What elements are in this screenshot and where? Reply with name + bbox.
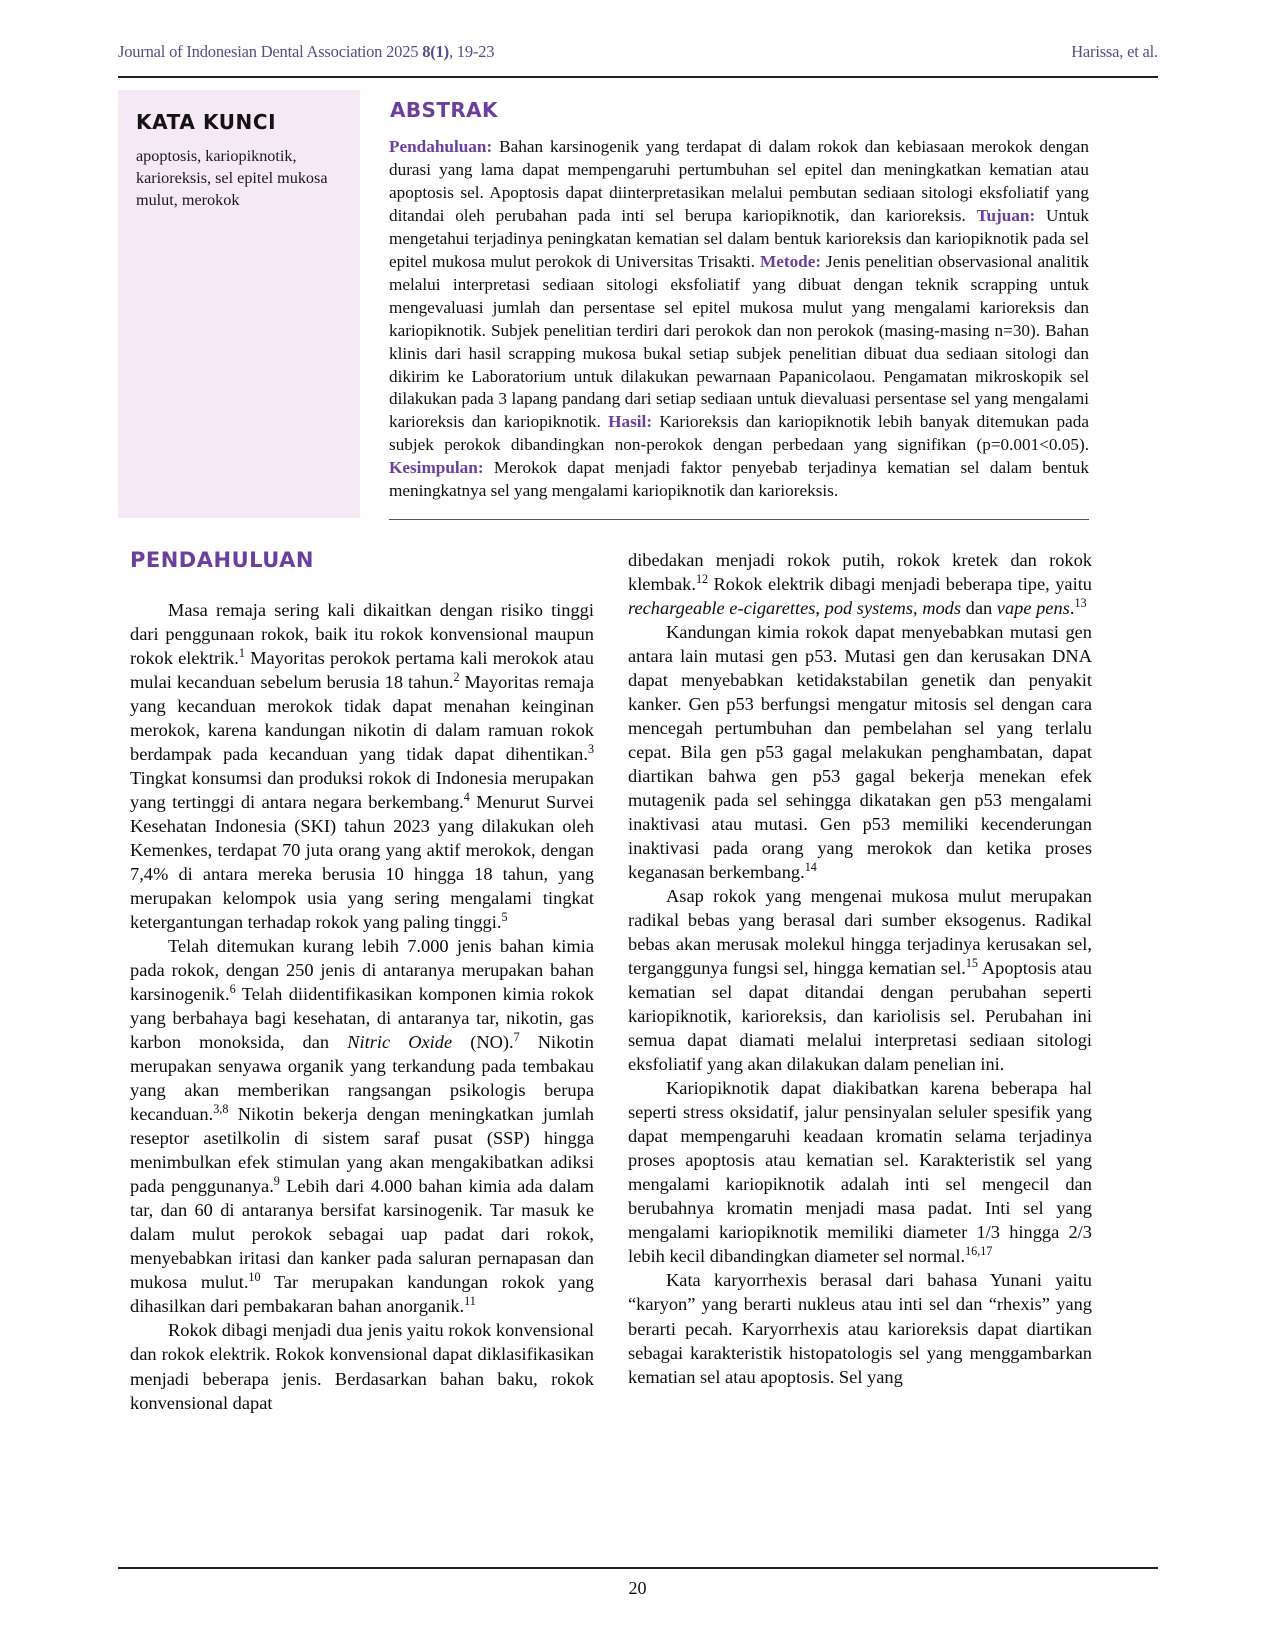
text-run: ,	[913, 598, 923, 619]
footer-divider	[118, 1567, 1158, 1569]
abstract-body	[389, 136, 1089, 503]
page-range: , 19-23	[448, 42, 495, 61]
text-run: ,	[815, 598, 825, 619]
text-run: .	[1069, 598, 1075, 619]
section-title-pendahuluan: PENDAHULUAN	[130, 548, 314, 572]
keywords-box	[118, 90, 360, 518]
text-run: Tar merupakan kandungan rokok yang dihasilkan dari pembakaran bahan anorganik.	[130, 1272, 594, 1317]
page-number: 20	[628, 1578, 647, 1598]
citation-marker: 3,8	[213, 1102, 229, 1117]
abstract-title: ABSTRAK	[390, 98, 498, 122]
abstract-label-hasil: Hasil:	[608, 412, 653, 432]
running-head-authors: Harissa, et al.	[1071, 42, 1158, 61]
citation-marker: 5	[501, 910, 508, 925]
text-run: Mayoritas remaja yang kecanduan merokok tidak dapat menahan keinginan merokok, karena kandungan nikotin di dalam ramuan rokok berdampak pada kecanduan yang tidak dapat dihentikan.	[130, 672, 594, 765]
abstract-text-metode: Jenis penelitian observasional analitik melalui interpretasi sediaan sitologi eksfoliatif yang dibuat dengan teknik scrapping untuk mengevaluasi jumlah dan persentase sel epitel mukosa mulut yang mengalami karioreksis dan kariopiknotik. Subjek penelitian terdiri dari perokok dan non perokok (masing-masing n=30). Bahan klinis dari hasil scrapping mukosa bukal setiap subjek penelitian dibuat dua sediaan sitologi dan dikirim ke Laboratorium untuk dilakukan pewarnaan Papanicolaou. Pengamatan mikroskopik sel dilakukan pada 3 lapang pandang dari setiap sediaan untuk dievaluasi persentase sel yang mengalami karioreksis dan kariopiknotik.	[389, 251, 1089, 432]
journal-title: Journal of Indonesian Dental Association 2025	[118, 42, 423, 61]
citation-marker: 7	[513, 1030, 520, 1045]
citation-marker: 13	[1074, 595, 1087, 610]
abstract-label-kesimpulan: Kesimpulan:	[389, 458, 484, 478]
running-head-left	[118, 42, 494, 62]
paragraph	[628, 1076, 1092, 1268]
citation-marker: 3	[587, 741, 594, 756]
paragraph	[628, 884, 1092, 1076]
paragraph	[130, 1318, 594, 1414]
abstract-label-tujuan: Tujuan:	[976, 205, 1036, 225]
citation-marker: 6	[229, 982, 236, 997]
text-run: Lebih dari 4.000 bahan kimia ada dalam tar, dan 60 di antaranya bersifat karsinogenik. Tar masuk ke dalam mulut perokok sebagai uap padat dari rokok, menyebabkan iritasi dan kanker pada saluran pernapasan dan mukosa mulut.	[130, 1176, 594, 1293]
citation-marker: 12	[695, 571, 709, 586]
text-run: Rokok dibagi menjadi dua jenis yaitu rokok konvensional dan rokok elektrik. Rokok konvensional dapat diklasifikasikan menjadi beberapa jenis. Berdasarkan bahan baku, rokok konvensional dapat	[130, 1320, 594, 1413]
paragraph	[628, 548, 1092, 620]
abstract-text-tujuan: Untuk mengetahui terjadinya peningkatan kematian sel dalam bentuk karioreksis dan kariopiknotik pada sel epitel mukosa mulut perokok di Universitas Trisakti.	[389, 205, 1090, 271]
abstract-text-kesimpulan: Merokok dapat menjadi faktor penyebab terjadinya kematian sel dalam bentuk meningkatnya sel yang mengalami kariopiknotik dan karioreksis.	[389, 458, 1089, 501]
text-run: Masa remaja sering kali dikaitkan dengan risiko tinggi dari penggunaan rokok, baik itu rokok konvensional maupun rokok elektrik.	[130, 600, 594, 669]
body-column-left	[130, 598, 594, 1415]
abstract-divider	[389, 519, 1089, 520]
text-run: Kandungan kimia rokok dapat menyebabkan mutasi gen antara lain mutasi gen p53. Mutasi gen dan kerusakan DNA dapat menyebabkan ketidakstabilan genetik dan penyakit kanker. Gen p53 berfungsi mengatur mitosis sel dengan cara mencegah pertumbuhan dan pembelahan sel yang terlalu cepat. Bila gen p53 gagal melakukan penghambatan, dapat diartikan bahwa gen p53 gagal bekerja menekan efek mutagenik pada sel sehingga dikatakan gen p53 mengalami inaktivasi atau mutasi. Gen p53 memiliki kecenderungan inaktivasi pada orang yang merokok dan ketika proses keganasan berkembang.	[628, 622, 1092, 883]
paragraph	[628, 1268, 1092, 1388]
text-run: Tingkat konsumsi dan produksi rokok di Indonesia merupakan yang tertinggi di antara negara berkembang.	[130, 768, 594, 813]
text-run: Kata karyorrhexis berasal dari bahasa Yunani yaitu “karyon” yang berarti nukleus atau inti sel dan “rhexis” yang berarti pecah. Karyorrhexis atau karioreksis dapat diartikan sebagai karakteristik histopatologis sel yang menggambarkan kematian sel atau apoptosis. Sel yang	[628, 1270, 1092, 1387]
abstract-label-pendahuluan: Pendahuluan:	[389, 137, 493, 156]
text-run: dan	[961, 598, 997, 619]
italic-term: pod systems	[824, 598, 913, 619]
italic-term: Nitric Oxide	[347, 1032, 453, 1053]
body-column-right	[628, 548, 1092, 1389]
citation-marker: 4	[463, 790, 470, 804]
citation-marker: 9	[273, 1174, 280, 1189]
citation-marker: 1	[238, 645, 245, 660]
text-run: Nikotin bekerja dengan meningkatkan jumlah reseptor asetilkolin di sistem saraf pusat (SSP) hingga menimbulkan efek stimulan yang akan mengakibatkan adiksi pada penggunanya.	[130, 1104, 594, 1197]
running-head	[118, 42, 1158, 62]
text-run: Asap rokok yang mengenai mukosa mulut merupakan radikal bebas yang berasal dari sumber eksogenus. Radikal bebas akan merusak molekul hingga terjadinya kerusakan sel, terganggunya fungsi sel, hingga kematian sel.	[628, 886, 1092, 979]
citation-marker: 2	[453, 669, 460, 684]
text-run: (NO).	[452, 1032, 514, 1053]
citation-marker: 10	[248, 1270, 261, 1285]
paragraph	[130, 598, 594, 934]
volume-issue: 8(1)	[422, 42, 449, 61]
text-run: Nikotin merupakan senyawa organik yang terkandung pada tembakau yang akan memberikan rangsangan psikologis berupa kecanduan.	[130, 1032, 594, 1125]
text-run: Mayoritas perokok pertama kali merokok atau mulai kecanduan sebelum berusia 18 tahun.	[130, 648, 594, 693]
citation-marker: 11	[464, 1294, 476, 1309]
keywords-title: KATA KUNCI	[136, 110, 277, 134]
citation-marker: 16,17	[965, 1244, 993, 1259]
italic-term: rechargeable e-cigarettes	[628, 598, 816, 619]
paragraph	[628, 620, 1092, 884]
text-run: Rokok elektrik dibagi menjadi beberapa tipe, yaitu	[708, 574, 1092, 595]
text-run: Apoptosis atau kematian sel dapat ditandai dengan perubahan seperti kariopiknotik, karioreksis, dan kariolisis sel. Perubahan ini semua dapat diamati melalui interpretasi sediaan sitologi eksfoliatif yang akan dilakukan dalam penelian ini.	[628, 958, 1092, 1075]
abstract-label-metode: Metode:	[760, 251, 822, 271]
text-run: Menurut Survei Kesehatan Indonesia (SKI) tahun 2023 yang dilakukan oleh Kemenkes, terdapat 70 juta orang yang aktif merokok, dengan 7,4% di antara mereka berusia 10 hingga 18 tahun, yang merupakan kelompok usia yang sering mengalami tingkat ketergantungan terhadap rokok yang paling tinggi.	[130, 792, 595, 933]
text-run: dibedakan menjadi rokok putih, rokok kretek dan rokok klembak.	[628, 550, 1092, 595]
text-run: Kariopiknotik dapat diakibatkan karena beberapa hal seperti stress oksidatif, jalur pensinyalan seluler spesifik yang dapat mempengaruhi keadaan kromatin selama terjadinya proses apoptosis atau kematian sel. Karakteristik sel yang mengalami kariopiknotik adalah inti sel mengecil dan berubahnya kromatin menjadi masa padat. Inti sel yang mengalami kariopiknotik memiliki diameter 1/3 hingga 2/3 lebih kecil dibandingkan diameter sel normal.	[628, 1078, 1092, 1267]
abstract-text-pendahuluan: Bahan karsinogenik yang terdapat di dalam rokok dan kebiasaan merokok dengan durasi yang lama dapat mempengaruhi pertumbuhan sel epitel dan meningkatkan kematian atau apoptosis sel. Apoptosis dapat diinterpretasikan melalui pembutan sediaan sitologi eksfoliatif yang ditandai oleh perubahan pada inti sel berupa kariopiknotik, dan karioreksis.	[389, 137, 1089, 225]
paragraph	[130, 934, 594, 1318]
keywords-list: apoptosis, kariopiknotik, karioreksis, sel epitel mukosa mulut, merokok	[136, 147, 328, 209]
citation-marker: 14	[804, 860, 817, 875]
italic-term: mods	[922, 598, 962, 619]
citation-marker: 15	[965, 956, 978, 971]
text-run: Telah ditemukan kurang lebih 7.000 jenis bahan kimia pada rokok, dengan 250 jenis di antaranya merupakan bahan karsinogenik.	[130, 936, 594, 1005]
italic-term: vape pens	[996, 598, 1070, 619]
abstract-text-hasil: Karioreksis dan kariopiknotik lebih banyak ditemukan pada subjek perokok dibandingkan non-perokok dengan perbedaan yang signifikan (p=0.001<0.05).	[389, 412, 1090, 455]
text-run: Telah diidentifikasikan komponen kimia rokok yang berbahaya bagi kesehatan, di antaranya tar, nikotin, gas karbon monoksida, dan	[130, 984, 594, 1053]
header-divider	[118, 76, 1158, 78]
